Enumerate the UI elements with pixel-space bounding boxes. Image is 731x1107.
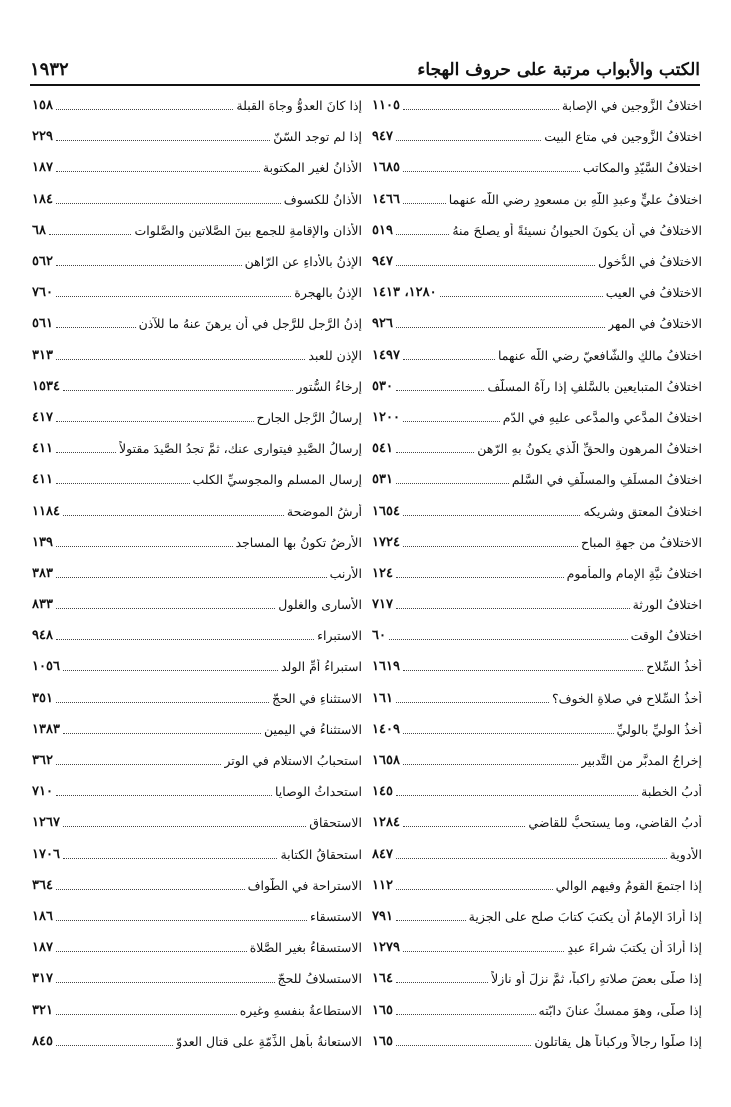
running-title: الكتب والأبواب مرتبة على حروف الهجاء bbox=[417, 60, 700, 80]
dot-leader bbox=[403, 359, 495, 360]
index-entry bbox=[32, 121, 362, 152]
entry-page-number: ٧٩١ bbox=[372, 908, 393, 924]
index-entry bbox=[32, 184, 362, 215]
index-entry bbox=[32, 589, 362, 620]
index-entry bbox=[372, 651, 702, 682]
dot-leader bbox=[56, 140, 270, 141]
index-entry bbox=[372, 464, 702, 495]
dot-leader bbox=[396, 858, 667, 859]
index-entry bbox=[372, 994, 702, 1025]
entry-page-number: ١٢٦٧ bbox=[32, 815, 60, 831]
index-entry bbox=[32, 277, 362, 308]
index-entry bbox=[32, 994, 362, 1025]
dot-leader bbox=[56, 327, 136, 328]
entry-page-number: ٤١١ bbox=[32, 441, 53, 457]
entry-page-number: ١٤٩٧ bbox=[372, 347, 400, 363]
entry-title: استحداثُ الوصايا bbox=[274, 784, 362, 800]
dot-leader bbox=[396, 920, 466, 921]
index-column-left bbox=[32, 90, 362, 1057]
dot-leader bbox=[403, 546, 578, 547]
index-entry bbox=[32, 308, 362, 339]
index-entry bbox=[32, 527, 362, 558]
dot-leader bbox=[403, 171, 580, 172]
index-entry bbox=[372, 901, 702, 932]
dot-leader bbox=[56, 764, 221, 765]
entry-page-number: ٦٠ bbox=[372, 628, 386, 644]
dot-leader bbox=[403, 670, 643, 671]
index-entry bbox=[372, 184, 702, 215]
entry-title: إذا كانَ العدوُّ وجاهَ القبلة bbox=[236, 98, 362, 114]
entry-page-number: ١٧٢٤ bbox=[372, 534, 400, 550]
entry-page-number: ٥٦١ bbox=[32, 316, 53, 332]
entry-title: اختلافُ الوقت bbox=[630, 628, 702, 644]
index-entry bbox=[372, 215, 702, 246]
index-entry bbox=[32, 901, 362, 932]
index-entry bbox=[32, 433, 362, 464]
index-entry bbox=[372, 745, 702, 776]
entry-page-number: ١٠٥٦ bbox=[32, 659, 60, 675]
dot-leader bbox=[396, 982, 488, 983]
entry-title: إرسالِ المسلمِ والمجوسيِّ الكلب bbox=[192, 472, 362, 488]
entry-page-number: ٣٦٢ bbox=[32, 753, 53, 769]
dot-leader bbox=[403, 421, 500, 422]
dot-leader bbox=[56, 577, 327, 578]
index-entry bbox=[372, 308, 702, 339]
entry-page-number: ١٢٨٠، ١٤١٣ bbox=[372, 285, 437, 301]
entry-title: إذا أرادَ الإمامُ أن يكتبَ كتابَ صلحٍ على الجزية bbox=[468, 908, 702, 924]
index-entry bbox=[32, 464, 362, 495]
entry-title: الاستحقاق bbox=[309, 815, 362, 831]
entry-page-number: ٩٢٦ bbox=[372, 316, 393, 332]
entry-page-number: ٣١٣ bbox=[32, 347, 53, 363]
index-entry bbox=[32, 807, 362, 838]
index-entry bbox=[32, 371, 362, 402]
entry-title: الاستبراء bbox=[317, 628, 362, 644]
dot-leader bbox=[56, 795, 272, 796]
dot-leader bbox=[56, 608, 275, 609]
entry-title: الاستسقاء bbox=[309, 908, 362, 924]
entry-page-number: ٤١٧ bbox=[32, 409, 53, 425]
dot-leader bbox=[56, 1045, 173, 1046]
dot-leader bbox=[63, 670, 278, 671]
entry-page-number: ٥١٩ bbox=[372, 222, 393, 238]
index-entry bbox=[32, 620, 362, 651]
entry-title: إذا صلَّى، وهوَ ممسكٌ عنانَ دابّته bbox=[538, 1002, 702, 1018]
entry-page-number: ١٦٥٨ bbox=[372, 753, 400, 769]
entry-title: إذنُ الرَّجلِ للرَّجلِ في أن يرهنَ عنهُ ما للآذن bbox=[138, 316, 362, 332]
entry-title: اختلافُ مالكٍ والشّافعيّ رضي اللّه عنهما bbox=[497, 347, 702, 363]
index-entry bbox=[372, 277, 702, 308]
entry-page-number: ٤١١ bbox=[32, 472, 53, 488]
index-entry bbox=[372, 340, 702, 371]
index-entry bbox=[32, 932, 362, 963]
index-entry bbox=[32, 683, 362, 714]
dot-leader bbox=[56, 639, 314, 640]
dot-leader bbox=[56, 265, 242, 266]
index-entry bbox=[32, 215, 362, 246]
entry-page-number: ١١٨٤ bbox=[32, 503, 60, 519]
entry-title: اختلافُ الزَّوجينِ في متاعِ البيت bbox=[544, 129, 702, 145]
dot-leader bbox=[396, 889, 553, 890]
index-entry bbox=[372, 932, 702, 963]
dot-leader bbox=[56, 889, 245, 890]
dot-leader bbox=[56, 483, 190, 484]
entry-page-number: ١٤٥ bbox=[372, 784, 393, 800]
entry-title: الاستراحة في الطَّواف bbox=[247, 877, 362, 893]
dot-leader bbox=[396, 265, 595, 266]
index-entry bbox=[372, 246, 702, 277]
entry-page-number: ١٦٥٤ bbox=[372, 503, 400, 519]
entry-title: اختلافُ المرهونِ والحقِّ الّذي يكونُ بهِ الرّهن bbox=[477, 441, 702, 457]
index-entry bbox=[372, 90, 702, 121]
dot-leader bbox=[440, 296, 603, 297]
dot-leader bbox=[56, 452, 116, 453]
dot-leader bbox=[396, 234, 449, 235]
entry-title: الاختلافُ في أن يكونَ الحيوانُ نسيئةً أو يصلحَ منهُ bbox=[452, 222, 702, 238]
entry-page-number: ١١٠٥ bbox=[372, 98, 400, 114]
entry-page-number: ١٦١ bbox=[372, 690, 393, 706]
entry-page-number: ١٣٨٣ bbox=[32, 721, 60, 737]
index-entry bbox=[372, 152, 702, 183]
entry-title: استبراءُ أمِّ الولد bbox=[280, 659, 362, 675]
entry-page-number: ١٦٥ bbox=[372, 1033, 393, 1049]
dot-leader bbox=[56, 702, 269, 703]
entry-title: استحبابُ الاستلامِ في الوتر bbox=[224, 753, 362, 769]
index-entry bbox=[32, 870, 362, 901]
dot-leader bbox=[56, 359, 305, 360]
entry-title: أدبُ القاضي، وما يستحبُّ للقاضي bbox=[528, 815, 702, 831]
entry-page-number: ١٢٨٤ bbox=[372, 815, 400, 831]
dot-leader bbox=[56, 1014, 237, 1015]
dot-leader bbox=[403, 203, 446, 204]
entry-page-number: ١٨٤ bbox=[32, 191, 53, 207]
dot-leader bbox=[396, 1045, 531, 1046]
entry-title: اختلافُ المسلِّفِ والمسلَّفِ في السَّلم bbox=[511, 472, 702, 488]
entry-page-number: ٣١٧ bbox=[32, 971, 53, 987]
dot-leader bbox=[396, 608, 630, 609]
dot-leader bbox=[396, 452, 474, 453]
index-entry bbox=[372, 589, 702, 620]
dot-leader bbox=[56, 421, 254, 422]
dot-leader bbox=[396, 140, 541, 141]
entry-page-number: ٧٦٠ bbox=[32, 285, 53, 301]
dot-leader bbox=[63, 390, 293, 391]
entry-title: أخذُ السِّلاح bbox=[646, 659, 702, 675]
dot-leader bbox=[403, 826, 525, 827]
index-entry bbox=[372, 776, 702, 807]
entry-title: إذا لم توجد السّنّ bbox=[273, 129, 362, 145]
dot-leader bbox=[396, 577, 564, 578]
index-entry bbox=[372, 620, 702, 651]
dot-leader bbox=[56, 982, 275, 983]
dot-leader bbox=[56, 203, 281, 204]
entry-page-number: ١٣٩ bbox=[32, 534, 53, 550]
entry-page-number: ٨٤٧ bbox=[372, 846, 393, 862]
entry-page-number: ١٧٠٦ bbox=[32, 846, 60, 862]
dot-leader bbox=[56, 920, 307, 921]
dot-leader bbox=[403, 951, 565, 952]
dot-leader bbox=[49, 234, 132, 235]
entry-title: الإذن للعبد bbox=[308, 347, 362, 363]
entry-page-number: ٧١٠ bbox=[32, 784, 53, 800]
entry-page-number: ١٦١٩ bbox=[372, 659, 400, 675]
entry-page-number: ٨٣٣ bbox=[32, 597, 53, 613]
entry-title: الاستسلافُ للحجّ bbox=[277, 971, 362, 987]
index-entry bbox=[32, 495, 362, 526]
entry-page-number: ١١٢ bbox=[372, 877, 393, 893]
entry-title: أخذُ السِّلاحِ في صلاةِ الخوف؟ bbox=[551, 690, 702, 706]
entry-title: إذا صلَّوا رجالاً وركباناً هل يقاتلون bbox=[534, 1033, 702, 1049]
entry-title: الأرضُ تكونُ بها المساجد bbox=[235, 534, 362, 550]
dot-leader bbox=[403, 515, 581, 516]
entry-title: الأدوية bbox=[669, 846, 702, 862]
entry-page-number: ٢٢٩ bbox=[32, 129, 53, 145]
index-entry bbox=[372, 870, 702, 901]
entry-title: إخراجُ المدبَّرِ من التَّدبير bbox=[581, 753, 702, 769]
index-entry bbox=[32, 558, 362, 589]
index-entry bbox=[372, 527, 702, 558]
entry-page-number: ٥٣٠ bbox=[372, 378, 393, 394]
entry-title: أدبُ الخطبة bbox=[641, 784, 702, 800]
index-entry bbox=[372, 121, 702, 152]
dot-leader bbox=[63, 515, 284, 516]
entry-page-number: ١٤٦٦ bbox=[372, 191, 400, 207]
entry-page-number: ٥٦٢ bbox=[32, 254, 53, 270]
entry-title: اختلافُ المدَّعي والمدَّعى عليهِ في الدّم bbox=[502, 409, 702, 425]
index-entry bbox=[372, 714, 702, 745]
entry-title: الأذانُ للكسوف bbox=[283, 191, 362, 207]
entry-title: الأرنب bbox=[329, 565, 362, 581]
dot-leader bbox=[63, 733, 261, 734]
index-entry bbox=[372, 807, 702, 838]
entry-page-number: ١٦٤ bbox=[372, 971, 393, 987]
entry-title: الاستطاعةُ بنفسهِ وغيره bbox=[239, 1002, 362, 1018]
dot-leader bbox=[396, 390, 485, 391]
entry-page-number: ١٢٧٩ bbox=[372, 940, 400, 956]
dot-leader bbox=[396, 327, 605, 328]
entry-page-number: ٧١٧ bbox=[372, 597, 393, 613]
entry-page-number: ٣٥١ bbox=[32, 690, 53, 706]
entry-title: الاستثناءُ في اليمين bbox=[264, 721, 362, 737]
dot-leader bbox=[56, 951, 247, 952]
index-entry bbox=[32, 1026, 362, 1057]
index-entry bbox=[372, 558, 702, 589]
dot-leader bbox=[403, 764, 578, 765]
dot-leader bbox=[56, 296, 291, 297]
dot-leader bbox=[396, 702, 549, 703]
entry-title: اختلافُ السَّيّدِ والمكاتب bbox=[582, 160, 702, 176]
page-number: ١٩٣٢ bbox=[30, 59, 69, 80]
entry-page-number: ١٦٨٥ bbox=[372, 160, 400, 176]
entry-page-number: ٣٨٣ bbox=[32, 565, 53, 581]
entry-title: إذا صلَّى بعضَ صلاتهِ راكباً، ثمَّ نزلَ أو نازلاً bbox=[491, 971, 702, 987]
index-entry bbox=[372, 839, 702, 870]
entry-page-number: ١٥٣٤ bbox=[32, 378, 60, 394]
index-entry bbox=[32, 402, 362, 433]
entry-page-number: ٩٤٧ bbox=[372, 129, 393, 145]
index-entry bbox=[372, 402, 702, 433]
index-entry bbox=[372, 495, 702, 526]
entry-title: الاستسقاءُ بغيرِ الصَّلاة bbox=[249, 940, 362, 956]
entry-page-number: ١٨٧ bbox=[32, 940, 53, 956]
entry-title: اختلافُ نيَّةِ الإمامِ والمأموم bbox=[566, 565, 702, 581]
dot-leader bbox=[403, 109, 559, 110]
entry-title: استحقاقُ الكتابة bbox=[280, 846, 362, 862]
entry-page-number: ١٢٤ bbox=[372, 565, 393, 581]
entry-title: الإذنُ بالأداءِ عن الرّاهن bbox=[244, 254, 362, 270]
index-entry bbox=[372, 1026, 702, 1057]
index-entry bbox=[32, 745, 362, 776]
entry-title: الاختلافُ في العيب bbox=[605, 285, 702, 301]
entry-title: الاستعانةُ بأهلِ الذِّمّةِ على قتالِ العدوّ bbox=[176, 1033, 362, 1049]
entry-title: أخذُ الوليِّ بالوليِّ bbox=[616, 721, 702, 737]
entry-page-number: ٥٤١ bbox=[372, 441, 393, 457]
entry-title: الاستثناءِ في الحجّ bbox=[272, 690, 362, 706]
entry-page-number: ١٦٥ bbox=[372, 1002, 393, 1018]
entry-title: اختلافُ المتبايعين بالسَّلفِ إذا رآهُ المسلَّف bbox=[487, 378, 702, 394]
entry-title: الاختلافُ من جهةِ المباح bbox=[581, 534, 702, 550]
dot-leader bbox=[396, 795, 638, 796]
entry-page-number: ٦٨ bbox=[32, 222, 46, 238]
dot-leader bbox=[396, 1014, 536, 1015]
entry-page-number: ٣٦٤ bbox=[32, 877, 53, 893]
index-entry bbox=[32, 340, 362, 371]
index-entry bbox=[372, 683, 702, 714]
index-entry bbox=[32, 714, 362, 745]
index-entry bbox=[32, 776, 362, 807]
dot-leader bbox=[63, 858, 278, 859]
entry-page-number: ٣٢١ bbox=[32, 1002, 53, 1018]
entry-title: اختلافُ المعتقِ وشريكه bbox=[583, 503, 702, 519]
entry-title: الأذانُ لغيرِ المكتوبة bbox=[262, 160, 362, 176]
entry-title: الأسارى والغلول bbox=[278, 597, 362, 613]
entry-page-number: ٨٤٥ bbox=[32, 1033, 53, 1049]
entry-title: إرسالُ الصَّيدِ فيتوارى عنك، ثمَّ تجدُ الصَّيدَ مقتولاً bbox=[119, 441, 362, 457]
index-entry bbox=[372, 963, 702, 994]
entry-page-number: ٩٤٧ bbox=[372, 254, 393, 270]
dot-leader bbox=[63, 826, 306, 827]
dot-leader bbox=[403, 733, 614, 734]
entry-title: إذا اجتمعَ القومُ وفيهم الوالي bbox=[555, 877, 702, 893]
dot-leader bbox=[56, 546, 233, 547]
entry-title: الاختلافُ في الدُّخول bbox=[598, 254, 702, 270]
entry-page-number: ١٢٠٠ bbox=[372, 409, 400, 425]
entry-page-number: ٩٤٨ bbox=[32, 628, 53, 644]
entry-title: الإذنُ بالهجرة bbox=[294, 285, 362, 301]
page-header bbox=[30, 54, 700, 86]
index-entry bbox=[372, 371, 702, 402]
entry-title: الاختلافُ في المهر bbox=[607, 316, 702, 332]
index-entry bbox=[32, 651, 362, 682]
entry-title: الأذانِ والإقامةِ للجمعِ بينَ الصَّلاتين والصَّلوات bbox=[134, 222, 362, 238]
index-entry bbox=[372, 433, 702, 464]
index-column-right bbox=[372, 90, 702, 1057]
entry-title: إرسالُ الرَّجلِ الجارح bbox=[256, 409, 362, 425]
entry-title: اختلافُ الزَّوجين في الإصابة bbox=[561, 98, 702, 114]
index-entry bbox=[32, 90, 362, 121]
entry-page-number: ١٤٠٩ bbox=[372, 721, 400, 737]
index-entry bbox=[32, 839, 362, 870]
index-entry bbox=[32, 963, 362, 994]
entry-page-number: ١٥٨ bbox=[32, 98, 53, 114]
entry-page-number: ١٨٧ bbox=[32, 160, 53, 176]
dot-leader bbox=[389, 639, 628, 640]
index-entry bbox=[32, 246, 362, 277]
entry-title: أرشُ الموضحة bbox=[286, 503, 362, 519]
entry-page-number: ٥٣١ bbox=[372, 472, 393, 488]
dot-leader bbox=[56, 109, 233, 110]
entry-title: اختلافُ الورثة bbox=[632, 597, 702, 613]
entry-title: اختلافُ عليٍّ وعبدِ اللّهِ بنِ مسعودٍ رضي اللّه عنهما bbox=[448, 191, 702, 207]
index-entry bbox=[32, 152, 362, 183]
dot-leader bbox=[396, 483, 509, 484]
entry-title: إذا أرادَ أن يكتبَ شراءَ عبدٍ bbox=[567, 940, 702, 956]
dot-leader bbox=[56, 171, 260, 172]
entry-title: إرخاءُ السُّتور bbox=[296, 378, 362, 394]
entry-page-number: ١٨٦ bbox=[32, 908, 53, 924]
